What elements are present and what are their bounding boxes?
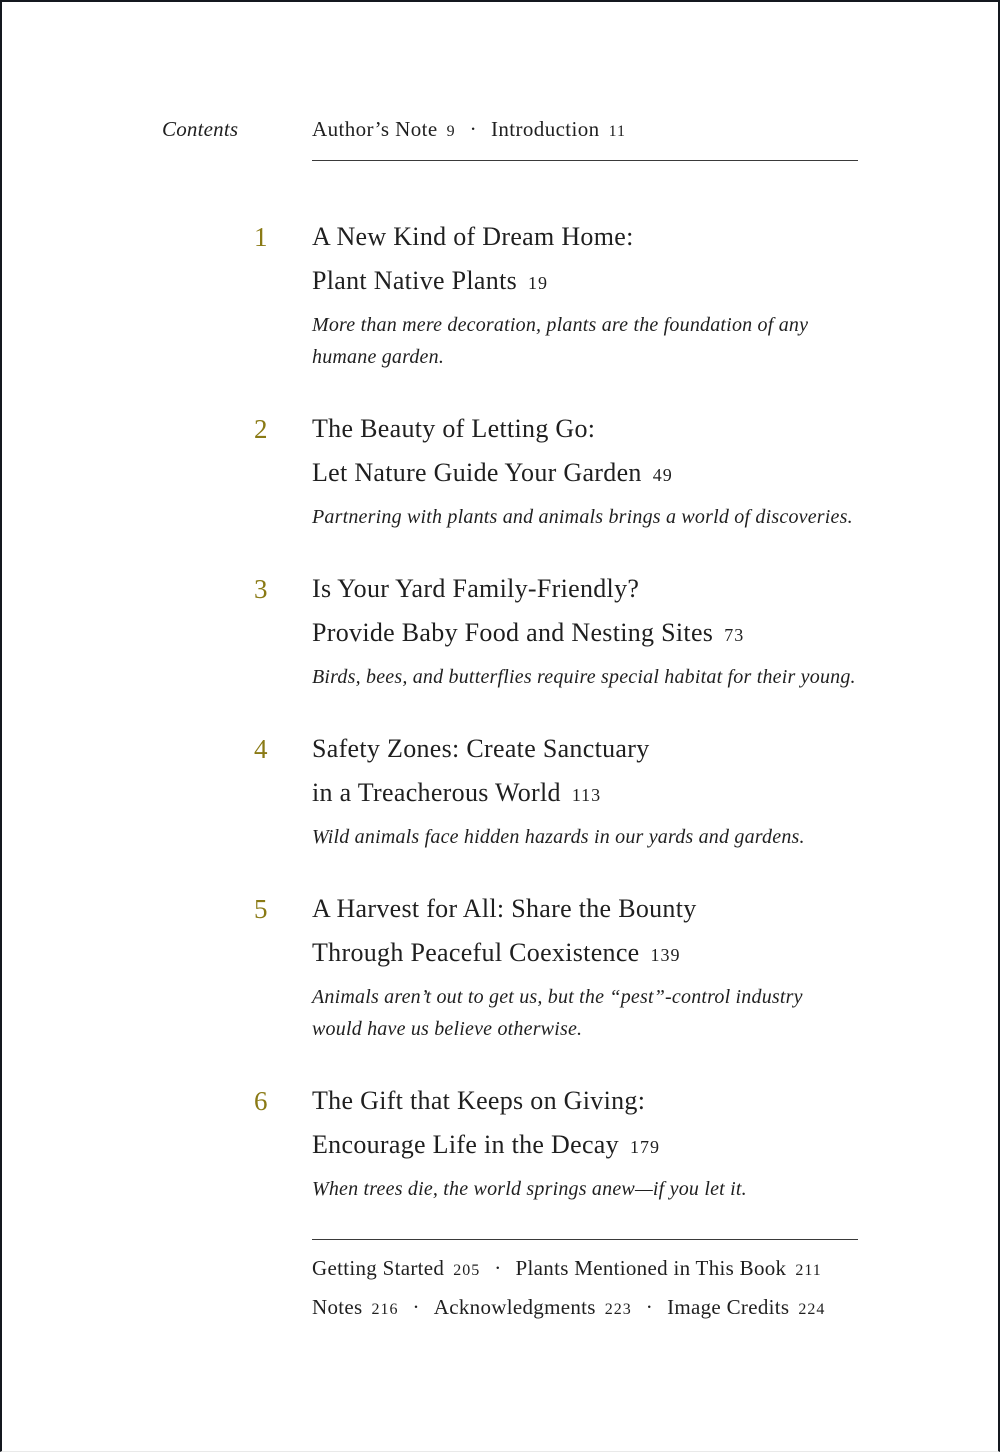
chapter-title-line: Is Your Yard Family-Friendly? (312, 574, 640, 603)
chapter-description-line: When trees die, the world springs anew—if you let it. (312, 1178, 747, 1200)
chapter-title-text: in a Treacherous World (312, 778, 561, 807)
frontmatter-entry-page: 9 (446, 123, 456, 140)
chapter-body (312, 1079, 860, 1205)
chapter-entry-6 (254, 1079, 998, 1205)
chapter-entry-4 (254, 727, 998, 853)
backmatter-entry-page: 224 (798, 1301, 826, 1318)
backmatter-entry-page: 211 (795, 1262, 822, 1279)
chapter-title-line: A Harvest for All: Share the Bounty (312, 894, 697, 923)
chapter-entry-1 (254, 215, 998, 373)
chapter-description (312, 1173, 860, 1205)
chapter-page-number: 19 (528, 273, 549, 293)
chapter-title-text: Provide Baby Food and Nesting Sites (312, 618, 714, 647)
chapter-number: 5 (254, 894, 268, 924)
chapter-description (312, 661, 860, 693)
chapter-number: 4 (254, 734, 268, 764)
chapter-title-line (312, 259, 860, 305)
chapter-body (312, 407, 860, 533)
chapter-number: 6 (254, 1086, 268, 1116)
chapter-title-line (312, 611, 860, 657)
frontmatter-entry-label: Author’s Note (312, 117, 438, 141)
backmatter-entry-label: Plants Mentioned in This Book (515, 1256, 787, 1280)
chapter-number: 3 (254, 574, 268, 604)
chapter-title-line (312, 771, 860, 817)
backmatter-entry-label: Acknowledgments (433, 1295, 596, 1319)
chapter-body (312, 727, 860, 853)
chapter-title-line: Safety Zones: Create Sanctuary (312, 734, 650, 763)
frontmatter-entry-page: 11 (608, 123, 626, 140)
chapter-title-line (312, 931, 860, 977)
chapter-number: 2 (254, 414, 268, 444)
chapter-title-text: Encourage Life in the Decay (312, 1130, 619, 1159)
chapter-number: 1 (254, 222, 268, 252)
chapter-description-line: Animals aren’t out to get us, but the “pest”-control industry (312, 986, 803, 1008)
chapter-entry-3 (254, 567, 998, 693)
chapter-page-number: 113 (571, 785, 602, 805)
top-divider-rule (312, 160, 858, 161)
chapter-page-number: 73 (724, 625, 745, 645)
chapter-title-text: Let Nature Guide Your Garden (312, 458, 642, 487)
backmatter-line-2 (312, 1289, 998, 1328)
separator-dot: · (412, 1295, 420, 1319)
chapter-description (312, 981, 860, 1045)
chapter-description-line: Birds, bees, and butterflies require special habitat for their young. (312, 666, 856, 688)
chapter-description (312, 821, 860, 853)
chapter-title-text: Plant Native Plants (312, 266, 518, 295)
chapter-page-number: 49 (652, 465, 673, 485)
chapter-list (2, 215, 998, 1205)
chapter-title-line (312, 451, 860, 497)
chapter-title-line: The Beauty of Letting Go: (312, 414, 596, 443)
backmatter-entry-page: 205 (453, 1262, 481, 1279)
backmatter-entry-label: Image Credits (667, 1295, 790, 1319)
chapter-body (312, 215, 860, 373)
chapter-description-line: Partnering with plants and animals brings a world of discoveries. (312, 506, 853, 528)
backmatter-entry-label: Notes (312, 1295, 363, 1319)
frontmatter-list (312, 114, 626, 147)
chapter-title-line: A New Kind of Dream Home: (312, 222, 634, 251)
separator-dot: · (494, 1256, 502, 1280)
page-title: Contents (162, 117, 239, 141)
backmatter-line-1 (312, 1250, 998, 1289)
chapter-title-line: The Gift that Keeps on Giving: (312, 1086, 646, 1115)
chapter-entry-2 (254, 407, 998, 533)
chapter-description-line: humane garden. (312, 346, 445, 368)
chapter-description (312, 501, 860, 533)
chapter-title-text: Through Peaceful Coexistence (312, 938, 640, 967)
frontmatter-entry-label: Introduction (490, 117, 600, 141)
chapter-body (312, 567, 860, 693)
backmatter-entry-page: 223 (604, 1301, 632, 1318)
chapter-body (312, 887, 860, 1045)
header-row (162, 114, 998, 147)
chapter-description (312, 309, 860, 373)
backmatter-entry-page: 216 (371, 1301, 399, 1318)
chapter-description-line: would have us believe otherwise. (312, 1018, 583, 1040)
chapter-description-line: Wild animals face hidden hazards in our yards and gardens. (312, 826, 805, 848)
bottom-divider-rule (312, 1239, 858, 1240)
chapter-entry-5 (254, 887, 998, 1045)
chapter-title-line (312, 1123, 860, 1169)
separator-dot: · (645, 1295, 654, 1319)
chapter-page-number: 179 (629, 1137, 660, 1157)
chapter-description-line: More than mere decoration, plants are the foundation of any (312, 314, 809, 336)
page-content (2, 2, 998, 1328)
chapter-page-number: 139 (650, 945, 681, 965)
separator-dot: · (469, 117, 477, 141)
backmatter-entry-label: Getting Started (312, 1256, 445, 1280)
